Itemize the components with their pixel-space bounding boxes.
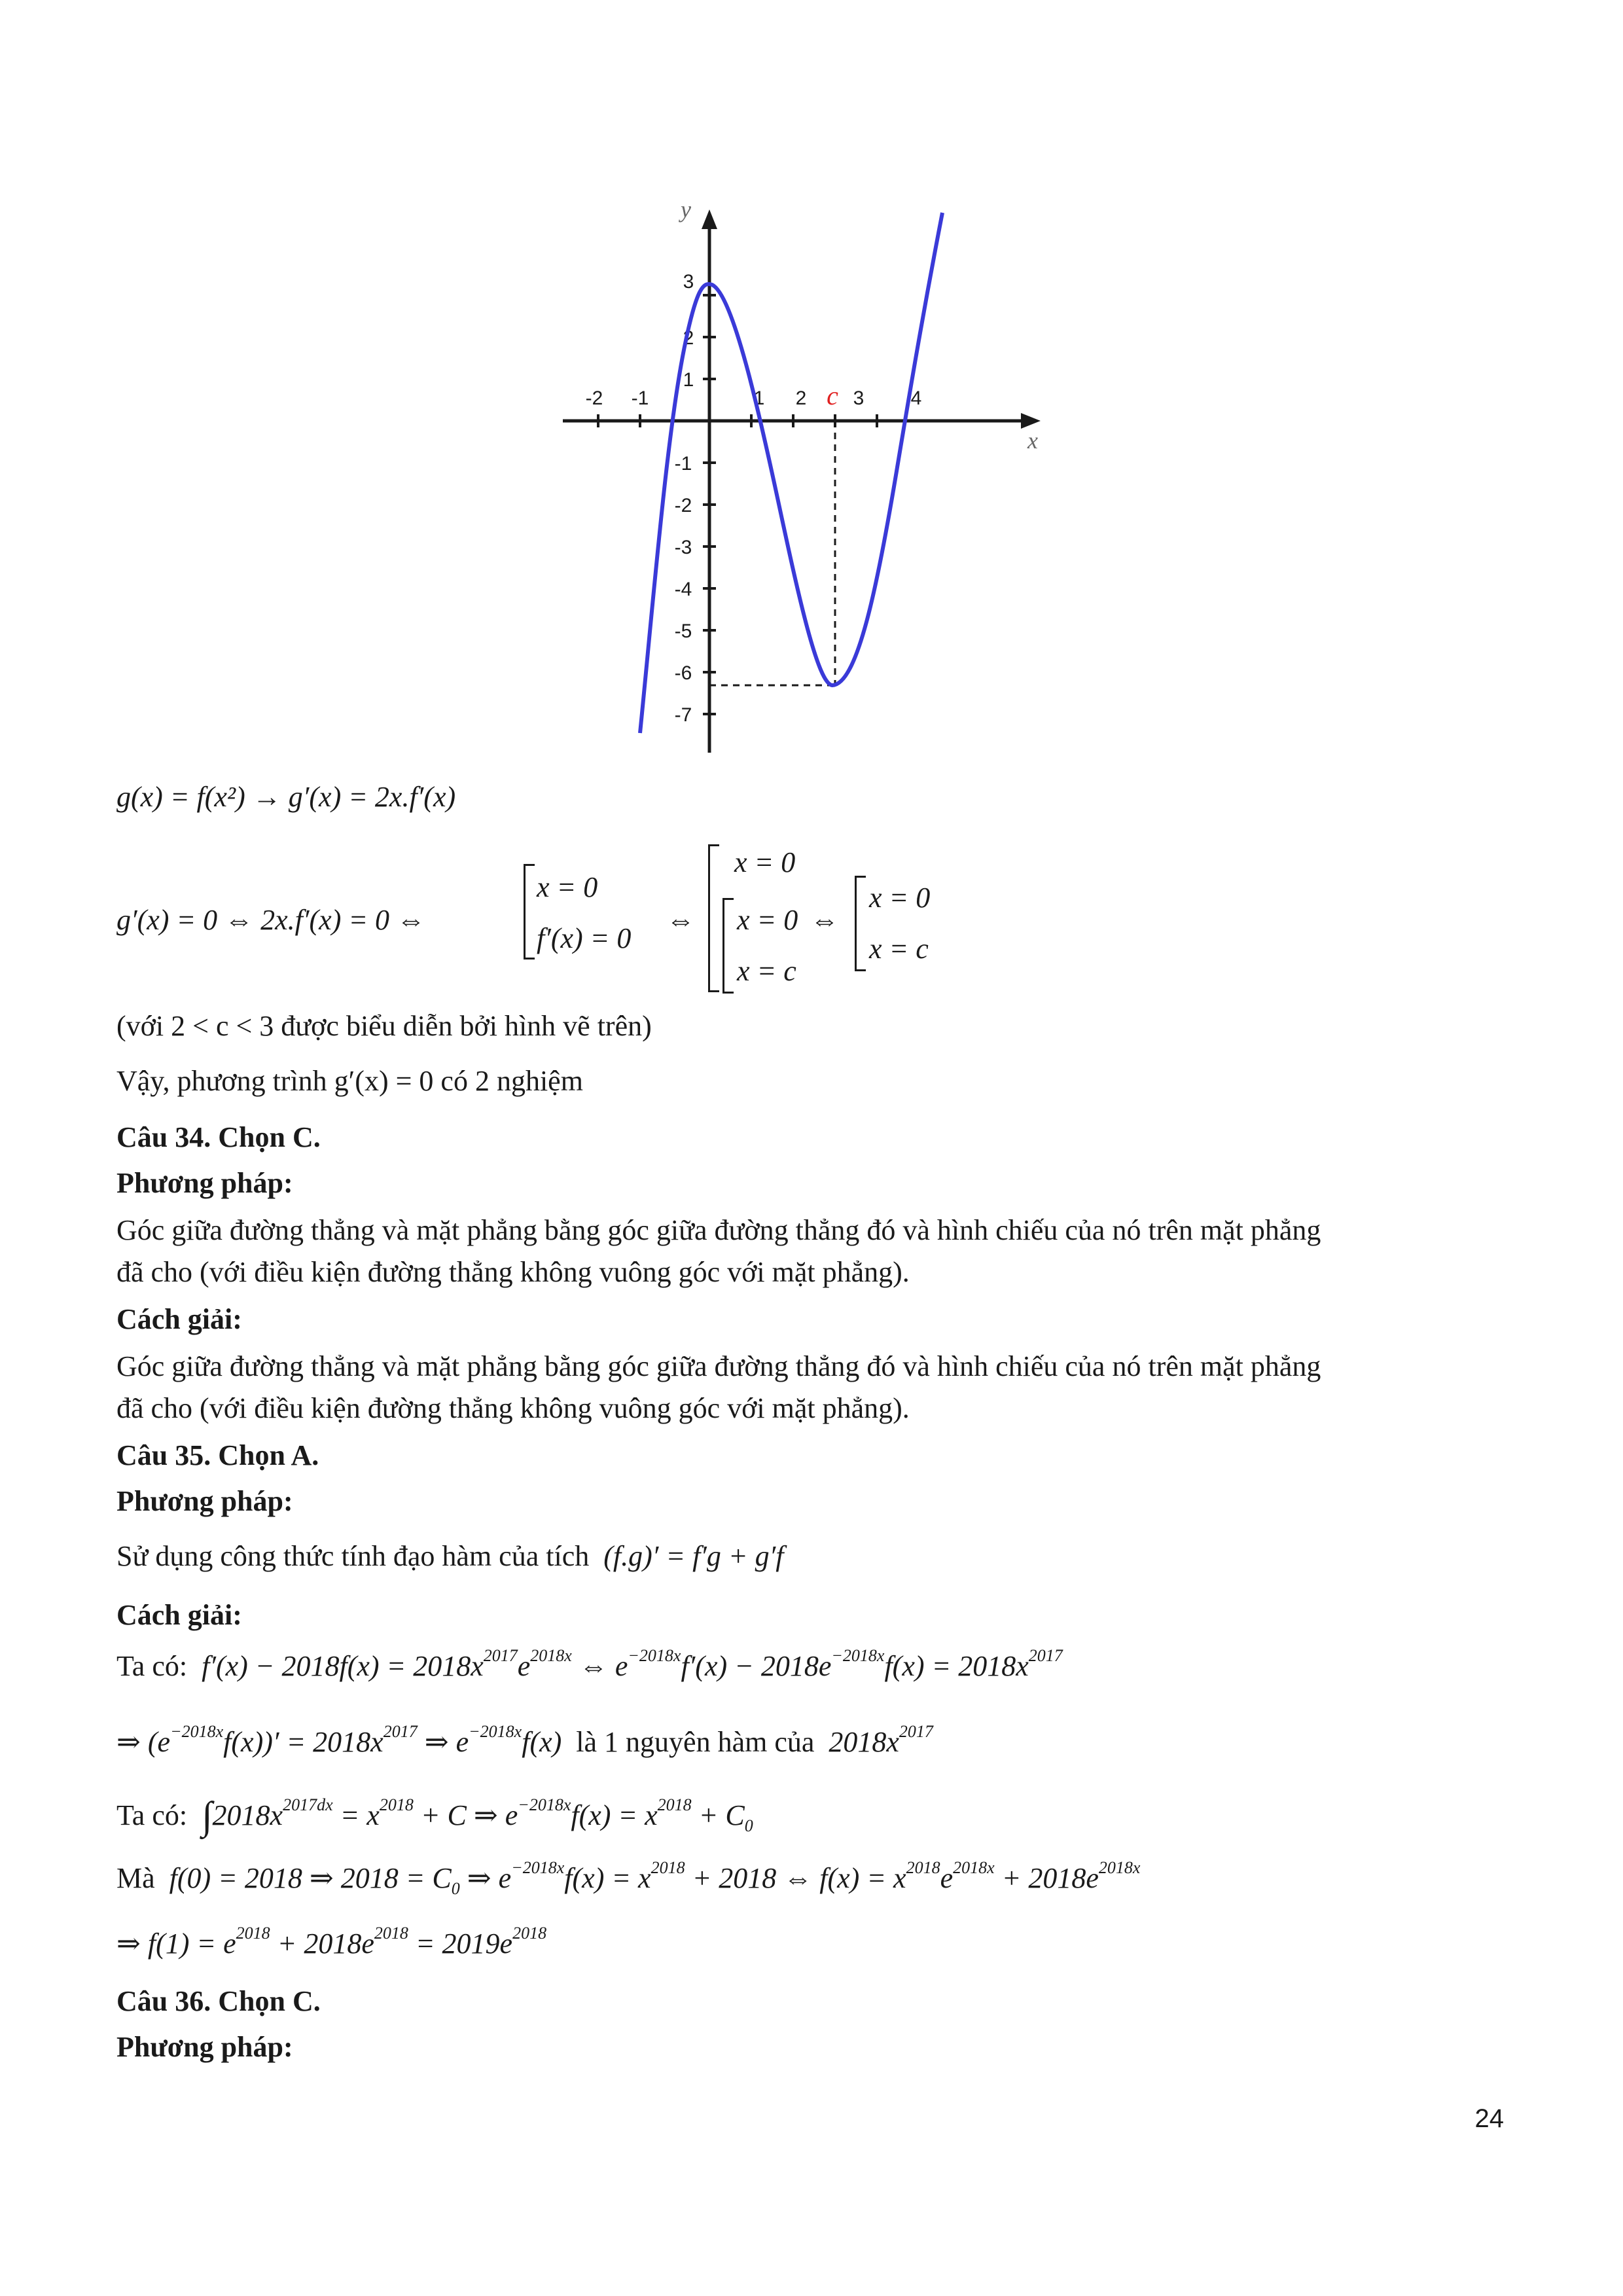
- arrow-3: ⇔: [810, 904, 839, 936]
- x-tick-label: 4: [910, 387, 922, 409]
- q34-solution-line1: Góc giữa đường thẳng và mặt phẳng bằng góc giữa đường thẳng đó và hình chiếu của nó trên mặt phẳng: [116, 1350, 1321, 1382]
- y-tick-label: -5: [674, 620, 692, 642]
- bracket-3: [855, 876, 866, 971]
- y-axis-arrow: [702, 209, 717, 229]
- note-c-range: (với 2 < c < 3 được biểu diễn bởi hình vẽ trên): [116, 1010, 652, 1042]
- axes: [563, 226, 1021, 753]
- system-2-a: x = 0: [734, 846, 796, 878]
- y-tick-label: -4: [674, 579, 692, 600]
- q35-method-label: Phương pháp:: [116, 1485, 293, 1517]
- x-tick-label: -2: [585, 387, 603, 409]
- system-2-b: x = 0: [737, 904, 798, 936]
- q35-line1: Ta có: $f'(x) - 2018f(x) = 2018x^{2017}e^{2018x}$ ⇔ $e^{-2018x}f'(x) - 2018e^{-2018x}f(x) = 2018x^{2017}$: [116, 1646, 1063, 1682]
- x-tick-label: 2: [795, 387, 807, 409]
- q34-method-line1: Góc giữa đường thẳng và mặt phẳng bằng góc giữa đường thẳng đó và hình chiếu của nó trên mặt phẳng: [116, 1214, 1321, 1246]
- bracket-2-inner: [722, 898, 734, 994]
- system-2-c: x = c: [737, 955, 796, 987]
- g-definition: g(x) = f(x²) → g′(x) = 2x.f′(x): [116, 781, 456, 813]
- bracket-1: [524, 864, 535, 960]
- y-tick-label: 2: [683, 327, 694, 349]
- q35-solution-label: Cách giải:: [116, 1599, 242, 1631]
- y-tick-label: -3: [674, 537, 692, 558]
- c-guides: [709, 421, 835, 685]
- conclusion: Vậy, phương trình g′(x) = 0 có 2 nghiệm: [116, 1065, 583, 1097]
- q35-line2: ⇒ $(e^{-2018x}f(x))' = 2018x^{2017}$ ⇒ $e^{-2018x}f(x)$ là 1 nguyên hàm của $2018x^{2017}$: [116, 1722, 933, 1758]
- q34-method-line2: đã cho (với điều kiện đường thẳng không vuông góc với mặt phẳng).: [116, 1256, 910, 1288]
- x-axis-arrow: [1021, 413, 1041, 429]
- page-number: 24: [1474, 2104, 1504, 2133]
- y-tick-label: -6: [674, 662, 692, 684]
- arrow-2: ⇔: [666, 904, 695, 936]
- c-label: c: [827, 381, 838, 410]
- x-axis-label: x: [1027, 427, 1038, 454]
- q36-method-label: Phương pháp:: [116, 2031, 293, 2063]
- derivative-graph: [563, 196, 1060, 759]
- q35-method-text: Sử dụng công thức tính đạo hàm của tích (f.g)′ = f′g + g′f: [116, 1540, 784, 1572]
- x-tick-label: 3: [853, 387, 865, 409]
- system-3-a: x = 0: [869, 882, 931, 914]
- y-tick-label: -1: [674, 453, 692, 475]
- q35-line5: ⇒ $f(1) = e^{2018} + 2018e^{2018} = 2019e^{2018}$: [116, 1924, 547, 1960]
- bracket-2-outer: [708, 844, 719, 992]
- q35-title: Câu 35. Chọn A.: [116, 1439, 319, 1471]
- y-axis-label: y: [681, 196, 691, 223]
- y-tick-label: -7: [674, 704, 692, 726]
- q34-title: Câu 34. Chọn C.: [116, 1121, 321, 1153]
- q34-solution-label: Cách giải:: [116, 1303, 242, 1335]
- system-1-b: f′(x) = 0: [537, 922, 632, 954]
- system-3-b: x = c: [869, 933, 929, 965]
- x-tick-label: -1: [631, 387, 649, 409]
- g-equation-left: g′(x) = 0 ⇔ 2x.f′(x) = 0 ⇔: [116, 904, 426, 936]
- q35-line3: Ta có: $\int 2018x^{2017dx} = x^{2018} + C$ ⇒ $e^{-2018x}f(x) = x^{2018} + C_0$: [116, 1794, 753, 1837]
- y-tick-label: 1: [683, 369, 694, 391]
- q35-line4: Mà f(0) = 2018 ⇒ $2018 = C_0$ ⇒ $e^{-2018x}f(x) = x^{2018} + 2018$ ⇔ $f(x) = x^{2018}e^{2018x} + 2018e^{2018x}$: [116, 1858, 1141, 1898]
- y-tick-label: -2: [674, 495, 692, 516]
- q36-title: Câu 36. Chọn C.: [116, 1985, 321, 2017]
- system-1-a: x = 0: [537, 871, 598, 903]
- q34-method-label: Phương pháp:: [116, 1167, 293, 1199]
- x-tick-label: 1: [753, 387, 765, 409]
- y-tick-label: 3: [683, 271, 694, 293]
- q34-solution-line2: đã cho (với điều kiện đường thẳng không vuông góc với mặt phẳng).: [116, 1392, 910, 1424]
